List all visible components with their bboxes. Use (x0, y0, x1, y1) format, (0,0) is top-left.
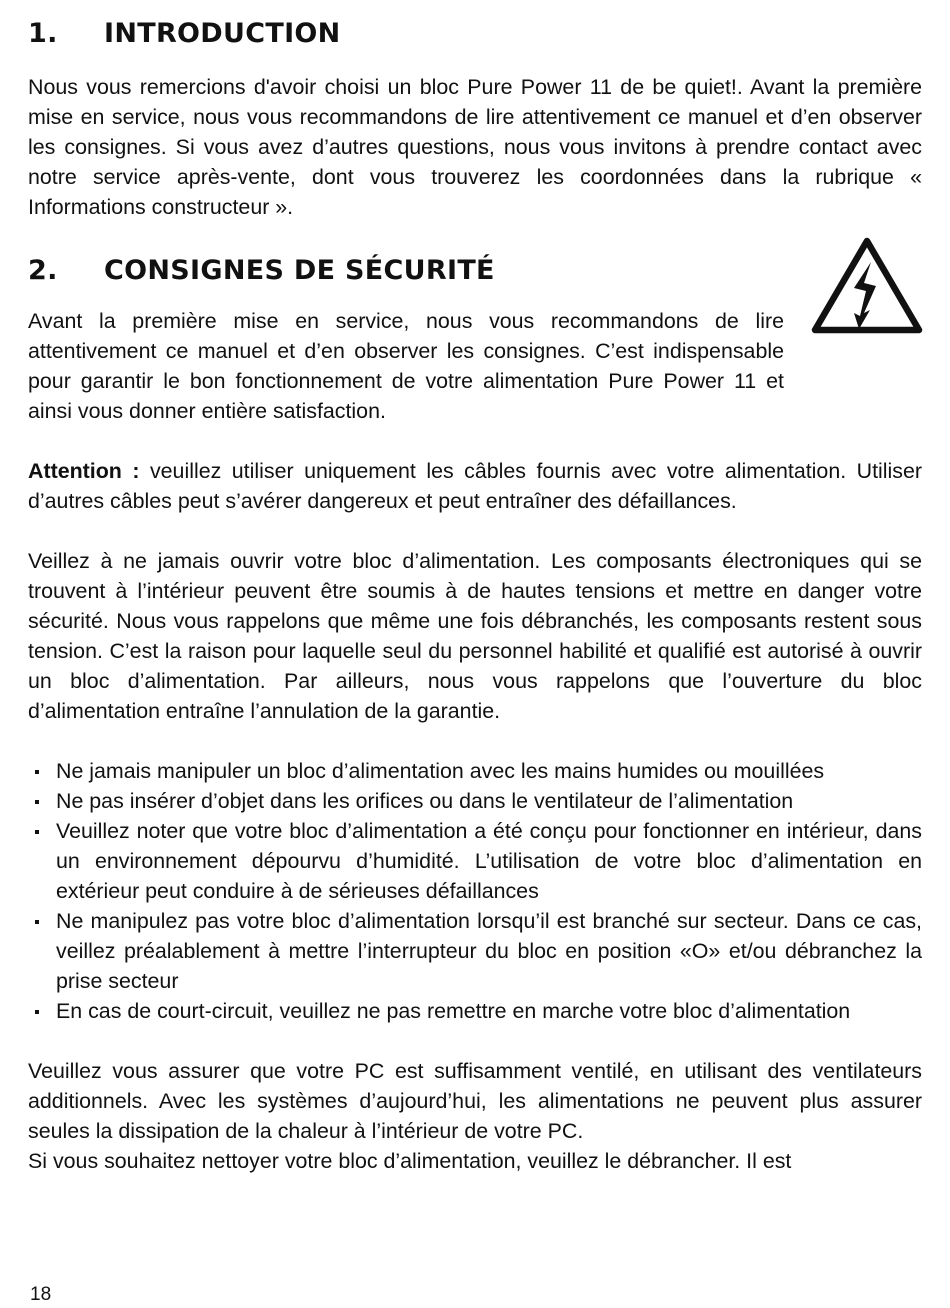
list-item: Ne jamais manipuler un bloc d’alimentation avec les mains humides ou mouillées (28, 756, 922, 786)
list-item: En cas de court-circuit, veuillez ne pas remettre en marche votre bloc d’alimentation (28, 996, 922, 1026)
attention-label: Attention : (28, 459, 140, 483)
section-heading-introduction (28, 18, 922, 49)
list-item: Veuillez noter que votre bloc d’alimentation a été conçu pour fonctionner en intérieur, dans un environnement dépourvu d’humidité. L’utilisation de votre bloc d’alimentation en extérieur peut conduire à de sérieuses défaillances (28, 816, 922, 906)
safety-lead-row (28, 306, 922, 426)
section-title: INTRODUCTION (104, 18, 341, 49)
section-number: 2. (28, 255, 58, 286)
high-voltage-warning-icon (810, 236, 924, 336)
manual-page (28, 18, 922, 1176)
section-heading-safety (28, 255, 922, 286)
safety-bullet-list (28, 756, 922, 1026)
safety-lead-paragraph: Avant la première mise en service, nous vous recommandons de lire attentivement ce manuel et d’en observer les consignes. C’est indispensable pour garantir le bon fonctionnement de votre alimentation Pure Power 11 et ainsi vous donner entière satisfaction. (28, 309, 784, 423)
section-number: 1. (28, 18, 58, 49)
list-item: Ne pas insérer d’objet dans les orifices ou dans le ventilateur de l’alimentation (28, 786, 922, 816)
attention-paragraph (28, 456, 922, 516)
cleaning-paragraph: Si vous souhaitez nettoyer votre bloc d’alimentation, veuillez le débrancher. Il est (28, 1149, 792, 1173)
list-item: Ne manipulez pas votre bloc d’alimentation lorsqu’il est branché sur secteur. Dans ce cas, veillez préalablement à mettre l’interrupteur du bloc en position «O» et/ou débranchez la prise secteur (28, 906, 922, 996)
page-number: 18 (30, 1284, 52, 1305)
open-warning-paragraph: Veillez à ne jamais ouvrir votre bloc d’alimentation. Les composants électroniques qui se trouvent à l’intérieur peuvent être soumis à de hautes tensions et mettre en danger votre sécurité. Nous vous rappelons que même une fois débranchés, les composants restent sous tension. C’est la raison pour laquelle seul du personnel habilité et qualifié est autorisé à ouvrir un bloc d’alimentation. Par ailleurs, nous vous rappelons que l’ouverture du bloc d’alimentation entraîne l’annulation de la garantie. (28, 549, 922, 723)
intro-paragraph: Nous vous remercions d'avoir choisi un bloc Pure Power 11 de be quiet!. Avant la première mise en service, nous vous recommandons de lire attentivement ce manuel et d’en observer les consignes. Si vous avez d’autres questions, nous vous invitons à prendre contact avec notre service après-vente, dont vous trouverez les coordonnées dans la rubrique « Informations constructeur ». (28, 75, 922, 219)
ventilation-paragraph: Veuillez vous assurer que votre PC est suffisamment ventilé, en utilisant des ventilateurs additionnels. Avec les systèmes d’aujourd’hui, les alimentations ne peuvent plus assurer seules la dissipation de la chaleur à l’intérieur de votre PC. (28, 1059, 922, 1143)
section-title: CONSIGNES DE SÉCURITÉ (104, 255, 495, 286)
attention-text: veuillez utiliser uniquement les câbles fournis avec votre alimentation. Utiliser d’autres câbles peut s’avérer dangereux et peut entraîner des défaillances. (28, 459, 922, 513)
